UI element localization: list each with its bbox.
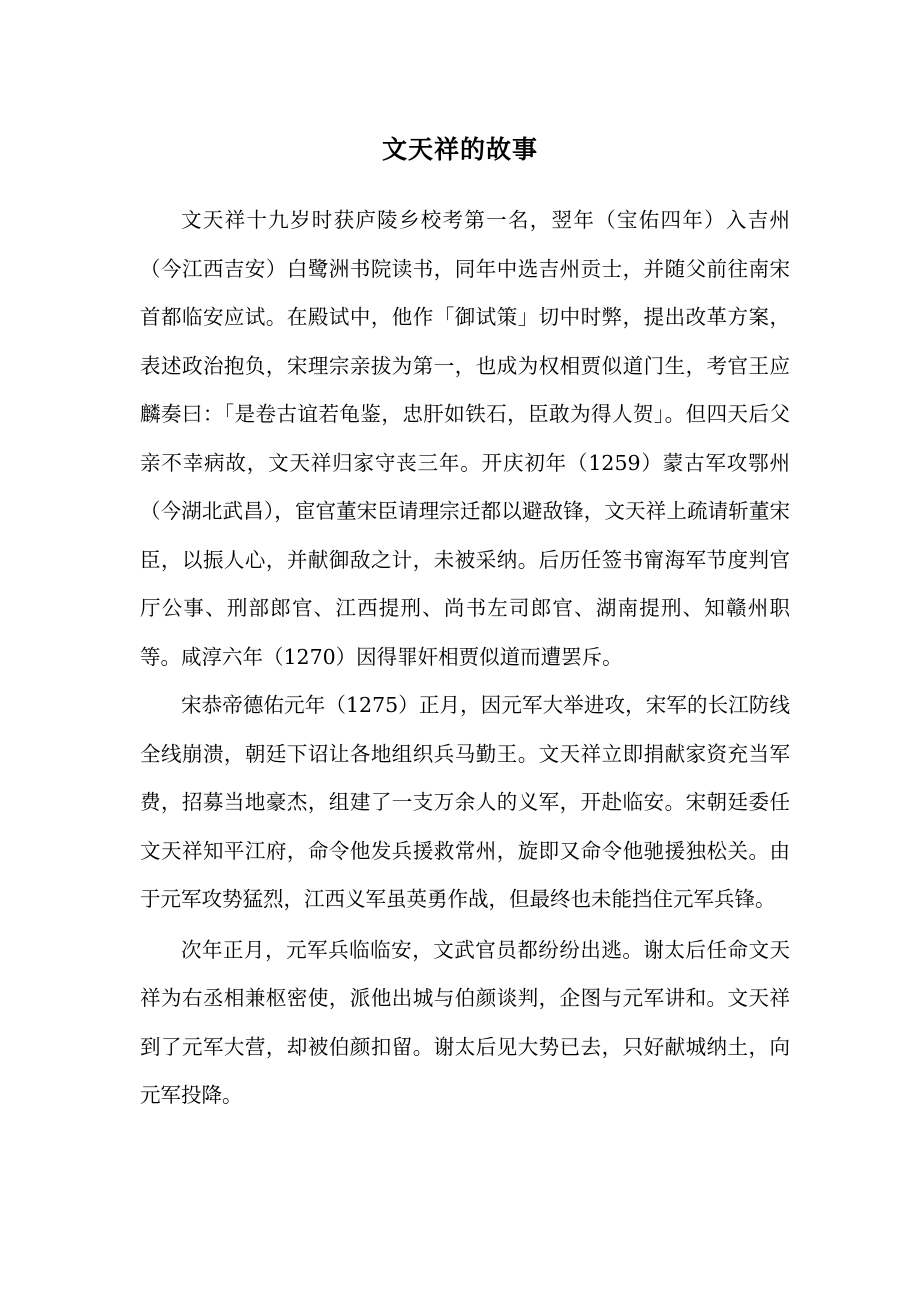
paragraph-2: 宋恭帝德佑元年（1275）正月，因元军大举进攻，宋军的长江防线全线崩溃，朝廷下诏让各地组织兵马勤王。文天祥立即捐献家资充当军费，招募当地豪杰，组建了一支万余人的义军，开赴临安。宋朝廷委任文天祥知平江府，命令他发兵援救常州，旋即又命令他驰援独松关。由于元军攻势猛烈，江西义军虽英勇作战，但最终也未能挡住元军兵锋。 (140, 693, 790, 911)
paragraph-3: 次年正月，元军兵临临安，文武官员都纷纷出逃。谢太后任命文天祥为右丞相兼枢密使，派他出城与伯颜谈判，企图与元军讲和。文天祥到了元军大营，却被伯颜扣留。谢太后见大势已去，只好献城纳土，向元军投降。 (140, 937, 790, 1107)
page-title: 文天祥的故事 (381, 135, 538, 164)
article-body (140, 196, 790, 1120)
paragraph-1: 文天祥十九岁时获庐陵乡校考第一名，翌年（宝佑四年）入吉州（今江西吉安）白鹭洲书院读书，同年中选吉州贡士，并随父前往南宋首都临安应试。在殿试中，他作「御试策」切中时弊，提出改革方案，表述政治抱负，宋理宗亲拔为第一，也成为权相贾似道门生，考官王应麟奏曰：「是卷古谊若龟鉴，忠肝如铁石，臣敢为得人贺」。但四天后父亲不幸病故，文天祥归家守丧三年。开庆初年（1259）蒙古军攻鄂州（今湖北武昌），宦官董宋臣请理宗迁都以避敌锋，文天祥上疏请斩董宋臣，以振人心，并献御敌之计，未被采纳。后历任签书甯海军节度判官厅公事、刑部郎官、江西提刑、尚书左司郎官、湖南提刑、知赣州职等。咸淳六年（1270）因得罪奸相贾似道而遭罢斥。 (140, 208, 790, 669)
